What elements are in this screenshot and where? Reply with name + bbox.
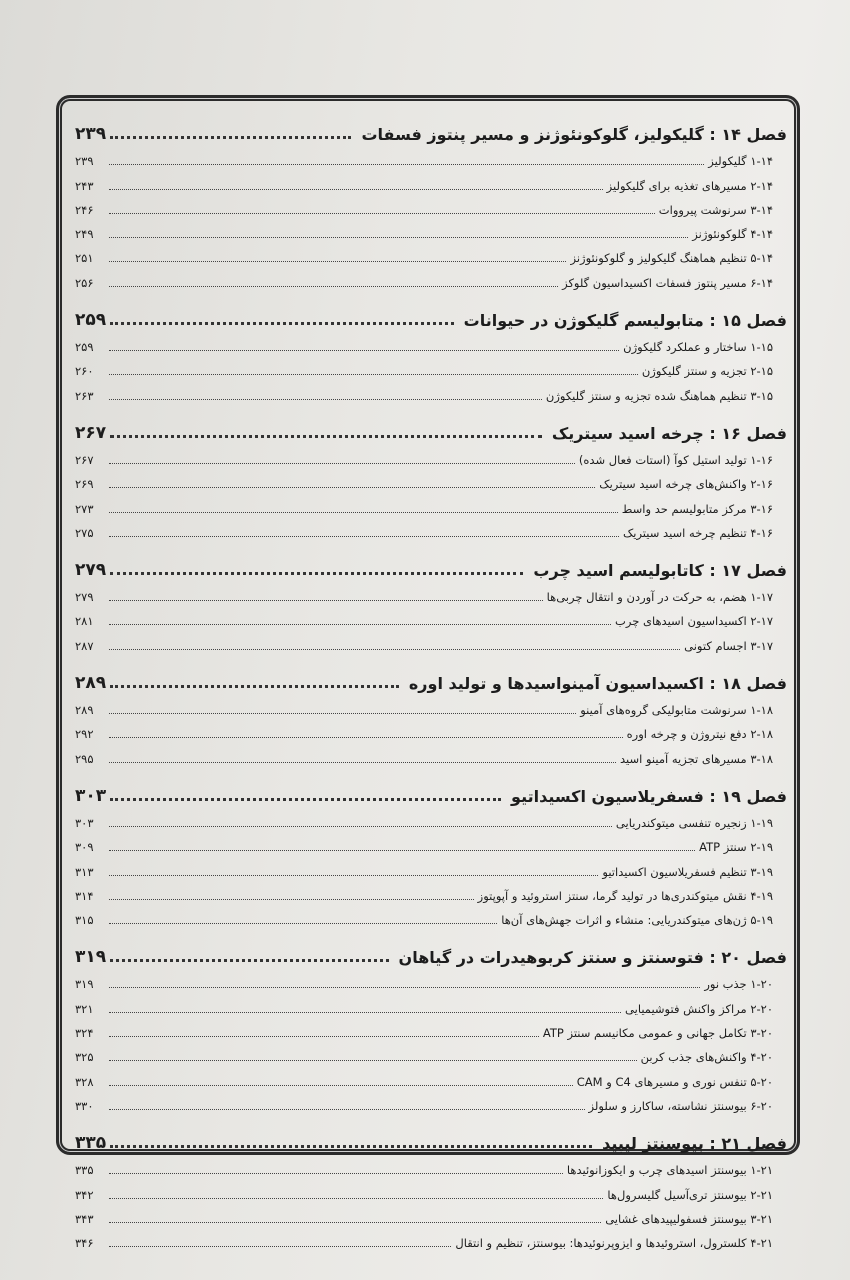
dot-leader bbox=[109, 1085, 573, 1086]
section-page-number: ۲۸۷ bbox=[75, 638, 94, 653]
section-title: ۳-۱۸ مسیرهای تجزیه آمینو اسید bbox=[619, 751, 773, 766]
section-page-number: ۲۷۹ bbox=[75, 590, 94, 605]
toc-section-row[interactable] bbox=[75, 991, 787, 1015]
section-title: ۳-۱۶ مرکز متابولیسم حد واسط bbox=[621, 501, 773, 516]
section-page-number: ۲۷۵ bbox=[75, 525, 94, 540]
chapter-page-number: ۲۶۷ bbox=[75, 422, 107, 443]
section-page-number: ۳۱۴ bbox=[75, 888, 94, 903]
toc-section-row[interactable] bbox=[75, 491, 787, 515]
dot-leader bbox=[109, 487, 595, 488]
section-page-number: ۳۴۳ bbox=[75, 1211, 94, 1226]
section-title: ۲-۱۹ سنتز ATP bbox=[699, 840, 773, 855]
section-page-number: ۳۰۹ bbox=[75, 840, 94, 855]
chapter-title: فصل ۱۷ : کاتابولیسم اسید چرب bbox=[533, 560, 787, 580]
dot-leader bbox=[109, 536, 619, 537]
section-title: ۲-۱۷ اکسیداسیون اسیدهای چرب bbox=[615, 614, 773, 629]
section-title: ۲-۲۱ بیوسنتز تری‌آسیل گلیسرول‌ها bbox=[607, 1187, 773, 1202]
section-title: ۴-۱۶ تنظیم چرخه اسید سیتریک bbox=[622, 525, 773, 540]
section-page-number: ۲۷۳ bbox=[75, 501, 94, 516]
dot-leader bbox=[109, 350, 619, 351]
dot-leader bbox=[109, 762, 616, 763]
chapter-heading[interactable] bbox=[75, 540, 787, 580]
dot-leader bbox=[110, 435, 542, 438]
dot-leader bbox=[109, 237, 688, 238]
toc-section-row[interactable] bbox=[75, 693, 787, 717]
section-title: ۱-۱۵ ساختار و عملکرد گلیکوژن bbox=[623, 340, 773, 355]
chapter-title: فصل ۲۱ : بیوسنتز لیپید bbox=[602, 1133, 787, 1153]
section-page-number: ۲۸۹ bbox=[75, 703, 94, 718]
chapter-heading[interactable] bbox=[75, 1113, 787, 1153]
section-page-number: ۲۵۹ bbox=[75, 340, 94, 355]
toc-chapter bbox=[75, 540, 787, 653]
section-page-number: ۲۶۳ bbox=[75, 388, 94, 403]
section-page-number: ۲۳۹ bbox=[75, 154, 94, 169]
dot-leader bbox=[109, 600, 543, 601]
section-page-number: ۲۶۹ bbox=[75, 477, 94, 492]
section-page-number: ۲۶۷ bbox=[75, 452, 94, 467]
toc-section-row[interactable] bbox=[75, 1177, 787, 1201]
toc-chapter bbox=[75, 104, 787, 290]
section-page-number: ۳۰۳ bbox=[75, 815, 94, 830]
toc-chapter bbox=[75, 403, 787, 540]
section-title: ۱-۲۰ جذب نور bbox=[704, 977, 773, 992]
toc-section-row[interactable] bbox=[75, 265, 787, 289]
section-page-number: ۲۴۶ bbox=[75, 202, 94, 217]
section-title: ۳-۲۱ بیوسنتز فسفولیپیدهای غشایی bbox=[605, 1211, 773, 1226]
section-page-number: ۲۵۱ bbox=[75, 251, 94, 266]
toc-frame bbox=[56, 95, 800, 1251]
section-page-number: ۳۱۳ bbox=[75, 864, 94, 879]
dot-leader bbox=[109, 923, 497, 924]
dot-leader bbox=[110, 685, 399, 688]
section-page-number: ۳۲۴ bbox=[75, 1026, 94, 1041]
section-title: ۱-۱۴ گلیکولیز bbox=[708, 154, 773, 169]
section-page-number: ۳۴۲ bbox=[75, 1187, 94, 1202]
toc-section-row[interactable] bbox=[75, 903, 787, 927]
toc-section-row[interactable] bbox=[75, 854, 787, 878]
chapter-page-number: ۳۰۳ bbox=[75, 785, 107, 806]
toc-section-row[interactable] bbox=[75, 378, 787, 402]
dot-leader bbox=[109, 1109, 585, 1110]
dot-leader bbox=[109, 463, 575, 464]
toc-section-row[interactable] bbox=[75, 1064, 787, 1088]
toc-section-row[interactable] bbox=[75, 806, 787, 830]
chapter-heading[interactable] bbox=[75, 927, 787, 967]
toc-section-row[interactable] bbox=[75, 879, 787, 903]
dot-leader bbox=[109, 1060, 637, 1061]
toc-section-row[interactable] bbox=[75, 1016, 787, 1040]
toc-chapter bbox=[75, 927, 787, 1113]
toc-section-row[interactable] bbox=[75, 1202, 787, 1226]
chapter-title: فصل ۱۴ : گلیکولیز، گلوکونئوژنز و مسیر پنتوز فسفات bbox=[361, 125, 787, 144]
section-page-number: ۳۳۰ bbox=[75, 1098, 94, 1113]
chapter-heading[interactable] bbox=[75, 403, 787, 443]
section-title: ۵-۱۴ تنظیم هماهنگ گلیکولیز و گلوکونئوژنز bbox=[570, 251, 773, 266]
section-title: ۳-۱۴ سرنوشت پیرووات bbox=[658, 202, 773, 217]
dot-leader bbox=[109, 399, 542, 400]
section-title: ۱-۱۶ تولید استیل کوآ (استات فعال شده) bbox=[578, 452, 773, 467]
toc-section-row[interactable] bbox=[75, 967, 787, 991]
toc-chapter bbox=[75, 653, 787, 766]
toc-section-row[interactable] bbox=[75, 193, 787, 217]
dot-leader bbox=[109, 164, 704, 165]
section-title: ۱-۱۸ سرنوشت متابولیکی گروه‌های آمینو bbox=[580, 703, 773, 718]
section-title: ۴-۲۱ کلسترول، استروئیدها و ایزوپرنوئیدها: بیوسنتز، تنظیم و انتقال bbox=[455, 1236, 773, 1251]
toc-chapter bbox=[75, 766, 787, 927]
section-title: ۲-۲۰ مراکز واکنش فتوشیمیایی bbox=[625, 1001, 773, 1016]
chapter-page-number: ۳۳۵ bbox=[75, 1132, 107, 1153]
chapter-page-number: ۲۳۹ bbox=[75, 124, 107, 144]
section-page-number: ۳۱۵ bbox=[75, 913, 94, 928]
section-title: ۶-۲۰ بیوسنتز نشاسته، ساکارز و سلولز bbox=[588, 1098, 773, 1113]
section-page-number: ۲۸۱ bbox=[75, 614, 94, 629]
toc-section-row[interactable] bbox=[75, 217, 787, 241]
dot-leader bbox=[109, 713, 576, 714]
toc-section-row[interactable] bbox=[75, 717, 787, 741]
chapter-page-number: ۲۷۹ bbox=[75, 559, 107, 580]
chapter-title: فصل ۱۶ : چرخه اسید سیتریک bbox=[551, 423, 787, 443]
toc-section-row[interactable] bbox=[75, 741, 787, 765]
dot-leader bbox=[109, 1246, 451, 1247]
section-page-number: ۲۴۹ bbox=[75, 227, 94, 242]
section-page-number: ۲۵۶ bbox=[75, 275, 94, 290]
dot-leader bbox=[109, 850, 695, 851]
chapter-title: فصل ۱۵ : متابولیسم گلیکوژن در حیوانات bbox=[463, 310, 787, 330]
dot-leader bbox=[109, 1198, 603, 1199]
toc-section-row[interactable] bbox=[75, 330, 787, 354]
toc-section-row[interactable] bbox=[75, 354, 787, 378]
toc-section-row[interactable] bbox=[75, 628, 787, 652]
section-title: ۴-۱۹ نقش میتوکندری‌ها در تولید گرما، سنتز استروئید و آپوپتوز bbox=[477, 888, 773, 903]
dot-leader bbox=[109, 189, 603, 190]
dot-leader bbox=[109, 1012, 621, 1013]
toc-section-row[interactable] bbox=[75, 604, 787, 628]
chapter-heading[interactable] bbox=[75, 653, 787, 693]
dot-leader bbox=[110, 572, 523, 575]
section-title: ۴-۲۰ واکنش‌های جذب کربن bbox=[640, 1050, 773, 1065]
dot-leader bbox=[109, 1036, 539, 1037]
section-title: ۳-۱۹ تنظیم فسفریلاسیون اکسیداتیو bbox=[602, 864, 773, 879]
section-title: ۳-۱۷ اجسام کتونی bbox=[684, 638, 773, 653]
toc-section-row[interactable] bbox=[75, 168, 787, 192]
toc-section-row[interactable] bbox=[75, 516, 787, 540]
dot-leader bbox=[110, 1145, 592, 1148]
toc-section-row[interactable] bbox=[75, 1226, 787, 1250]
section-page-number: ۲۹۲ bbox=[75, 727, 94, 742]
dot-leader bbox=[109, 1173, 563, 1174]
section-page-number: ۲۶۰ bbox=[75, 364, 94, 379]
dot-leader bbox=[109, 624, 611, 625]
dot-leader bbox=[110, 959, 388, 962]
dot-leader bbox=[109, 512, 618, 513]
toc-section-row[interactable] bbox=[75, 830, 787, 854]
section-page-number: ۳۲۱ bbox=[75, 1001, 94, 1016]
chapter-page-number: ۲۵۹ bbox=[75, 309, 107, 330]
section-title: ۴-۱۴ گلوکونئوژنز bbox=[692, 227, 773, 242]
section-title: ۶-۱۴ مسیر پنتوز فسفات اکسیداسیون گلوکز bbox=[562, 275, 773, 290]
toc-section-row[interactable] bbox=[75, 443, 787, 467]
section-title: ۲-۱۸ دفع نیتروژن و چرخه اوره bbox=[626, 727, 773, 742]
dot-leader bbox=[109, 737, 623, 738]
toc-section-row[interactable] bbox=[75, 580, 787, 604]
dot-leader bbox=[109, 1222, 601, 1223]
section-page-number: ۳۳۵ bbox=[75, 1163, 94, 1178]
section-title: ۱-۱۹ زنجیره تنفسی میتوکندریایی bbox=[615, 815, 773, 830]
section-title: ۵-۱۹ ژن‌های میتوکندریایی: منشاء و اثرات جهش‌های آن‌ها bbox=[501, 913, 773, 928]
dot-leader bbox=[109, 213, 655, 214]
section-title: ۳-۲۰ تکامل جهانی و عمومی مکانیسم سنتز ATP bbox=[542, 1026, 773, 1041]
dot-leader bbox=[109, 875, 598, 876]
section-title: ۲-۱۶ واکنش‌های چرخه اسید سیتریک bbox=[599, 477, 773, 492]
dot-leader bbox=[109, 826, 612, 827]
section-title: ۲-۱۴ مسیرهای تغذیه برای گلیکولیز bbox=[606, 178, 773, 193]
toc-section-row[interactable] bbox=[75, 144, 787, 168]
toc-section-row[interactable] bbox=[75, 241, 787, 265]
chapter-heading[interactable] bbox=[75, 290, 787, 330]
section-title: ۳-۱۵ تنظیم هماهنگ شده تجزیه و سنتز گلیکوژن bbox=[545, 388, 773, 403]
chapter-title: فصل ۱۹ : فسفریلاسیون اکسیداتیو bbox=[511, 786, 787, 806]
chapter-page-number: ۳۱۹ bbox=[75, 947, 107, 968]
chapter-page-number: ۲۸۹ bbox=[75, 672, 107, 693]
section-title: ۱-۱۷ هضم، به حرکت در آوردن و انتقال چربی‌ها bbox=[546, 590, 773, 605]
toc-section-row[interactable] bbox=[75, 1153, 787, 1177]
toc-section-row[interactable] bbox=[75, 1040, 787, 1064]
toc-chapter bbox=[75, 1113, 787, 1250]
dot-leader bbox=[109, 261, 566, 262]
toc-section-row[interactable] bbox=[75, 1089, 787, 1113]
section-page-number: ۳۴۶ bbox=[75, 1236, 94, 1251]
dot-leader bbox=[110, 322, 453, 325]
dot-leader bbox=[110, 136, 351, 139]
chapter-title: فصل ۲۰ : فتوسنتز و سنتز کربوهیدرات در گیاهان bbox=[398, 948, 787, 968]
section-title: ۲-۱۵ تجزیه و سنتز گلیکوژن bbox=[641, 364, 773, 379]
dot-leader bbox=[109, 987, 700, 988]
dot-leader bbox=[109, 286, 558, 287]
dot-leader bbox=[109, 374, 638, 375]
toc-chapter bbox=[75, 290, 787, 403]
section-page-number: ۳۱۹ bbox=[75, 977, 94, 992]
dot-leader bbox=[109, 649, 680, 650]
chapter-heading[interactable] bbox=[75, 766, 787, 806]
dot-leader bbox=[110, 798, 501, 801]
section-title: ۵-۲۰ تنفس نوری و مسیرهای C4 و CAM bbox=[576, 1074, 773, 1089]
toc-section-row[interactable] bbox=[75, 467, 787, 491]
section-title: ۱-۲۱ بیوسنتز اسیدهای چرب و ایکوزانوئیدها bbox=[566, 1163, 773, 1178]
section-page-number: ۳۲۸ bbox=[75, 1074, 94, 1089]
section-page-number: ۲۴۳ bbox=[75, 178, 94, 193]
chapter-title: فصل ۱۸ : اکسیداسیون آمینواسیدها و تولید اوره bbox=[408, 673, 787, 693]
section-page-number: ۳۲۵ bbox=[75, 1050, 94, 1065]
chapter-heading[interactable] bbox=[75, 104, 787, 144]
dot-leader bbox=[109, 899, 474, 900]
section-page-number: ۲۹۵ bbox=[75, 751, 94, 766]
